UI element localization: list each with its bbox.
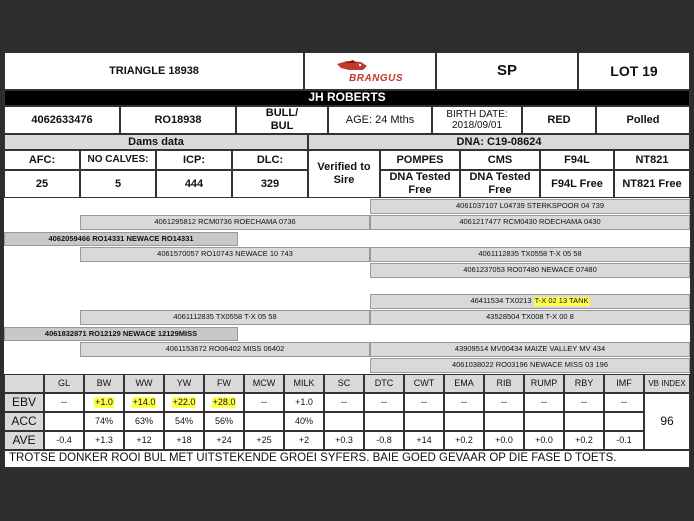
pedigree-entry bbox=[370, 294, 690, 309]
ebv-cell bbox=[284, 412, 324, 431]
birth-date-value: 2018/09/01 bbox=[451, 120, 503, 131]
ebv-header-rump: RUMP bbox=[524, 374, 564, 393]
ebv-value: +14 bbox=[416, 435, 432, 446]
pedigree-dam: 4062059466 RO14331 NEWACE RO14331 bbox=[4, 232, 238, 246]
ebv-value: +28.0 bbox=[212, 397, 236, 408]
ebv-value: +25 bbox=[256, 435, 272, 446]
icp-label: ICP: bbox=[156, 150, 232, 170]
ebv-value: +14.0 bbox=[132, 397, 156, 408]
ebv-cell bbox=[204, 393, 244, 412]
animal-name: TRIANGLE 18938 bbox=[4, 52, 304, 90]
ebv-cell bbox=[364, 431, 404, 450]
pedigree-text: 46411534 TX0213 bbox=[470, 296, 534, 306]
ebv-cell bbox=[564, 431, 604, 450]
animal-color: RED bbox=[522, 106, 596, 134]
ebv-cell bbox=[484, 431, 524, 450]
ebv-header-blank bbox=[4, 374, 44, 393]
vb-index-value: 96 bbox=[644, 393, 690, 450]
animal-age: AGE: 24 Mths bbox=[328, 106, 432, 134]
ebv-header-imf: IMF bbox=[604, 374, 644, 393]
ebv-cell bbox=[404, 431, 444, 450]
ebv-cell bbox=[604, 393, 644, 412]
pedigree-entry: 4061112835 TX0558 T-X 05 58 bbox=[80, 310, 370, 325]
nt821-label: NT821 bbox=[614, 150, 690, 170]
ebv-value: +1.0 bbox=[95, 397, 113, 408]
ebv-value: +12 bbox=[136, 435, 152, 446]
ebv-cell bbox=[84, 393, 124, 412]
pedigree-entry: 4061038022 RO03196 NEWACE MISS 03 196 bbox=[370, 358, 690, 373]
ebv-cell bbox=[284, 431, 324, 450]
ebv-value: +0.2 bbox=[455, 435, 473, 446]
ebv-value: -- bbox=[421, 397, 427, 408]
ebv-cell bbox=[524, 431, 564, 450]
ebv-value: +2 bbox=[298, 435, 310, 446]
ebv-row-label: ACC bbox=[4, 412, 44, 431]
pedigree-entry: 4061037107 L04739 STERKSPOOR 04 739 bbox=[370, 199, 690, 214]
ebv-cell bbox=[44, 393, 84, 412]
pedigree-dam: 4061832871 RO12129 NEWACE 12129MISS bbox=[4, 327, 238, 341]
ebv-cell bbox=[164, 393, 204, 412]
pedigree-entry: 4061112835 TX0558 T-X 05 58 bbox=[370, 247, 690, 262]
ebv-header-ww: WW bbox=[124, 374, 164, 393]
ebv-cell bbox=[324, 393, 364, 412]
ebv-value: -- bbox=[461, 397, 467, 408]
ebv-header-gl: GL bbox=[44, 374, 84, 393]
dna-title: DNA: C19-08624 bbox=[308, 134, 690, 150]
ebv-value: +0.0 bbox=[535, 435, 553, 446]
ebv-cell bbox=[284, 393, 324, 412]
ebv-value: -- bbox=[261, 397, 267, 408]
pedigree-entry: 4061217477 RCM0430 ROECHAMA 0430 bbox=[370, 215, 690, 230]
ebv-header-dtc: DTC bbox=[364, 374, 404, 393]
ebv-cell bbox=[164, 431, 204, 450]
ebv-cell bbox=[404, 412, 444, 431]
pompes-label: POMPES bbox=[380, 150, 460, 170]
ebv-cell bbox=[484, 393, 524, 412]
ebv-value: 74% bbox=[94, 416, 113, 427]
ebv-value: +0.0 bbox=[495, 435, 513, 446]
ebv-value: -- bbox=[621, 397, 627, 408]
ebv-value: -- bbox=[541, 397, 547, 408]
ebv-header-rib: RIB bbox=[484, 374, 524, 393]
ebv-header-sc: SC bbox=[324, 374, 364, 393]
ebv-value: -- bbox=[501, 397, 507, 408]
ebv-cell bbox=[604, 431, 644, 450]
ebv-cell bbox=[44, 412, 84, 431]
ebv-cell bbox=[564, 412, 604, 431]
ebv-cell bbox=[124, 431, 164, 450]
ebv-header-milk: MILK bbox=[284, 374, 324, 393]
ebv-cell bbox=[564, 393, 604, 412]
pedigree-highlight: T-X 02 13 TANK bbox=[534, 296, 589, 306]
pedigree-entry: 4061237053 RO07480 NEWACE 07480 bbox=[370, 263, 690, 278]
ebv-value: 40% bbox=[294, 416, 313, 427]
dlc-value: 329 bbox=[232, 170, 308, 198]
ebv-cell bbox=[244, 393, 284, 412]
ebv-cell bbox=[84, 412, 124, 431]
ebv-value: 54% bbox=[174, 416, 193, 427]
dams-title: Dams data bbox=[4, 134, 308, 150]
verified-sire: Verified to Sire bbox=[308, 150, 380, 198]
ebv-value: +1.3 bbox=[95, 435, 113, 446]
ebv-cell bbox=[484, 412, 524, 431]
ebv-cell bbox=[324, 431, 364, 450]
ebv-cell bbox=[164, 412, 204, 431]
ebv-value: 63% bbox=[134, 416, 153, 427]
ebv-value: -- bbox=[61, 397, 67, 408]
ebv-value: +24 bbox=[216, 435, 232, 446]
ebv-value: 56% bbox=[214, 416, 233, 427]
brangus-logo bbox=[304, 52, 436, 90]
ebv-header-bw: BW bbox=[84, 374, 124, 393]
cms-label: CMS bbox=[460, 150, 540, 170]
nt821-value: NT821 Free bbox=[614, 170, 690, 198]
ebv-cell bbox=[364, 393, 404, 412]
pedigree-entry: 4061570057 RO10743 NEWACE 10 743 bbox=[80, 247, 370, 262]
ebv-header-mcw: MCW bbox=[244, 374, 284, 393]
f94l-value: F94L Free bbox=[540, 170, 614, 198]
ebv-value: +0.3 bbox=[335, 435, 353, 446]
ebv-cell bbox=[244, 431, 284, 450]
ebv-cell bbox=[444, 431, 484, 450]
ebv-cell bbox=[84, 431, 124, 450]
lot-sheet bbox=[4, 52, 690, 468]
ebv-value: -0.4 bbox=[56, 435, 72, 446]
ebv-row-label: AVE bbox=[4, 431, 44, 450]
birth-date bbox=[432, 106, 522, 134]
animal-id: 4062633476 bbox=[4, 106, 120, 134]
ebv-row-label: EBV bbox=[4, 393, 44, 412]
ebv-cell bbox=[244, 412, 284, 431]
pedigree-entry: 43909514 MV00434 MAIZE VALLEY MV 434 bbox=[370, 342, 690, 357]
sp-label: SP bbox=[436, 52, 578, 90]
pedigree-entry: 4061295812 RCM0736 ROECHAMA 0736 bbox=[80, 215, 370, 230]
ebv-header-cwt: CWT bbox=[404, 374, 444, 393]
afc-label: AFC: bbox=[4, 150, 80, 170]
ebv-value: +18 bbox=[176, 435, 192, 446]
animal-reg: RO18938 bbox=[120, 106, 236, 134]
ebv-cell bbox=[444, 412, 484, 431]
ebv-cell bbox=[324, 412, 364, 431]
pompes-value: DNA Tested Free bbox=[380, 170, 460, 198]
animal-sex: BULL/ BUL bbox=[236, 106, 328, 134]
ebv-value: -- bbox=[581, 397, 587, 408]
ebv-value: -- bbox=[381, 397, 387, 408]
ebv-value: +1.0 bbox=[295, 397, 313, 408]
comment: TROTSE DONKER ROOI BUL MET UITSTEKENDE GROEI SYFERS. BAIE GOED GEVAAR OP DIE FASE D TOETS. bbox=[4, 450, 690, 468]
pedigree-entry: 4061153672 RO06402 MISS 06402 bbox=[80, 342, 370, 357]
ebv-value: -0.1 bbox=[616, 435, 632, 446]
ebv-value: -0.8 bbox=[376, 435, 392, 446]
ebv-cell bbox=[404, 393, 444, 412]
ebv-value: +0.2 bbox=[575, 435, 593, 446]
dlc-label: DLC: bbox=[232, 150, 308, 170]
calves-label: NO CALVES: bbox=[80, 150, 156, 170]
ebv-value: +22.0 bbox=[172, 397, 196, 408]
ebv-header-fw: FW bbox=[204, 374, 244, 393]
birth-date-label: BIRTH DATE: bbox=[446, 108, 508, 120]
afc-value: 25 bbox=[4, 170, 80, 198]
animal-polled: Polled bbox=[596, 106, 690, 134]
ebv-header-ema: EMA bbox=[444, 374, 484, 393]
ebv-cell bbox=[44, 431, 84, 450]
ebv-cell bbox=[364, 412, 404, 431]
ebv-header-rby: RBY bbox=[564, 374, 604, 393]
vb-index-label: VB INDEX bbox=[644, 374, 690, 393]
breeder-name: JH ROBERTS bbox=[4, 90, 690, 106]
ebv-cell bbox=[204, 412, 244, 431]
cms-value: DNA Tested Free bbox=[460, 170, 540, 198]
lot-number: LOT 19 bbox=[578, 52, 690, 90]
ebv-value: -- bbox=[341, 397, 347, 408]
f94l-label: F94L bbox=[540, 150, 614, 170]
ebv-cell bbox=[124, 393, 164, 412]
calves-value: 5 bbox=[80, 170, 156, 198]
icp-value: 444 bbox=[156, 170, 232, 198]
pedigree-entry: 43528504 TX008 T-X 00 8 bbox=[370, 310, 690, 325]
ebv-cell bbox=[124, 412, 164, 431]
logo-text: BRANGUS bbox=[349, 73, 404, 84]
ebv-cell bbox=[604, 412, 644, 431]
ebv-cell bbox=[524, 393, 564, 412]
ebv-cell bbox=[524, 412, 564, 431]
ebv-header-yw: YW bbox=[164, 374, 204, 393]
ebv-cell bbox=[444, 393, 484, 412]
ebv-cell bbox=[204, 431, 244, 450]
